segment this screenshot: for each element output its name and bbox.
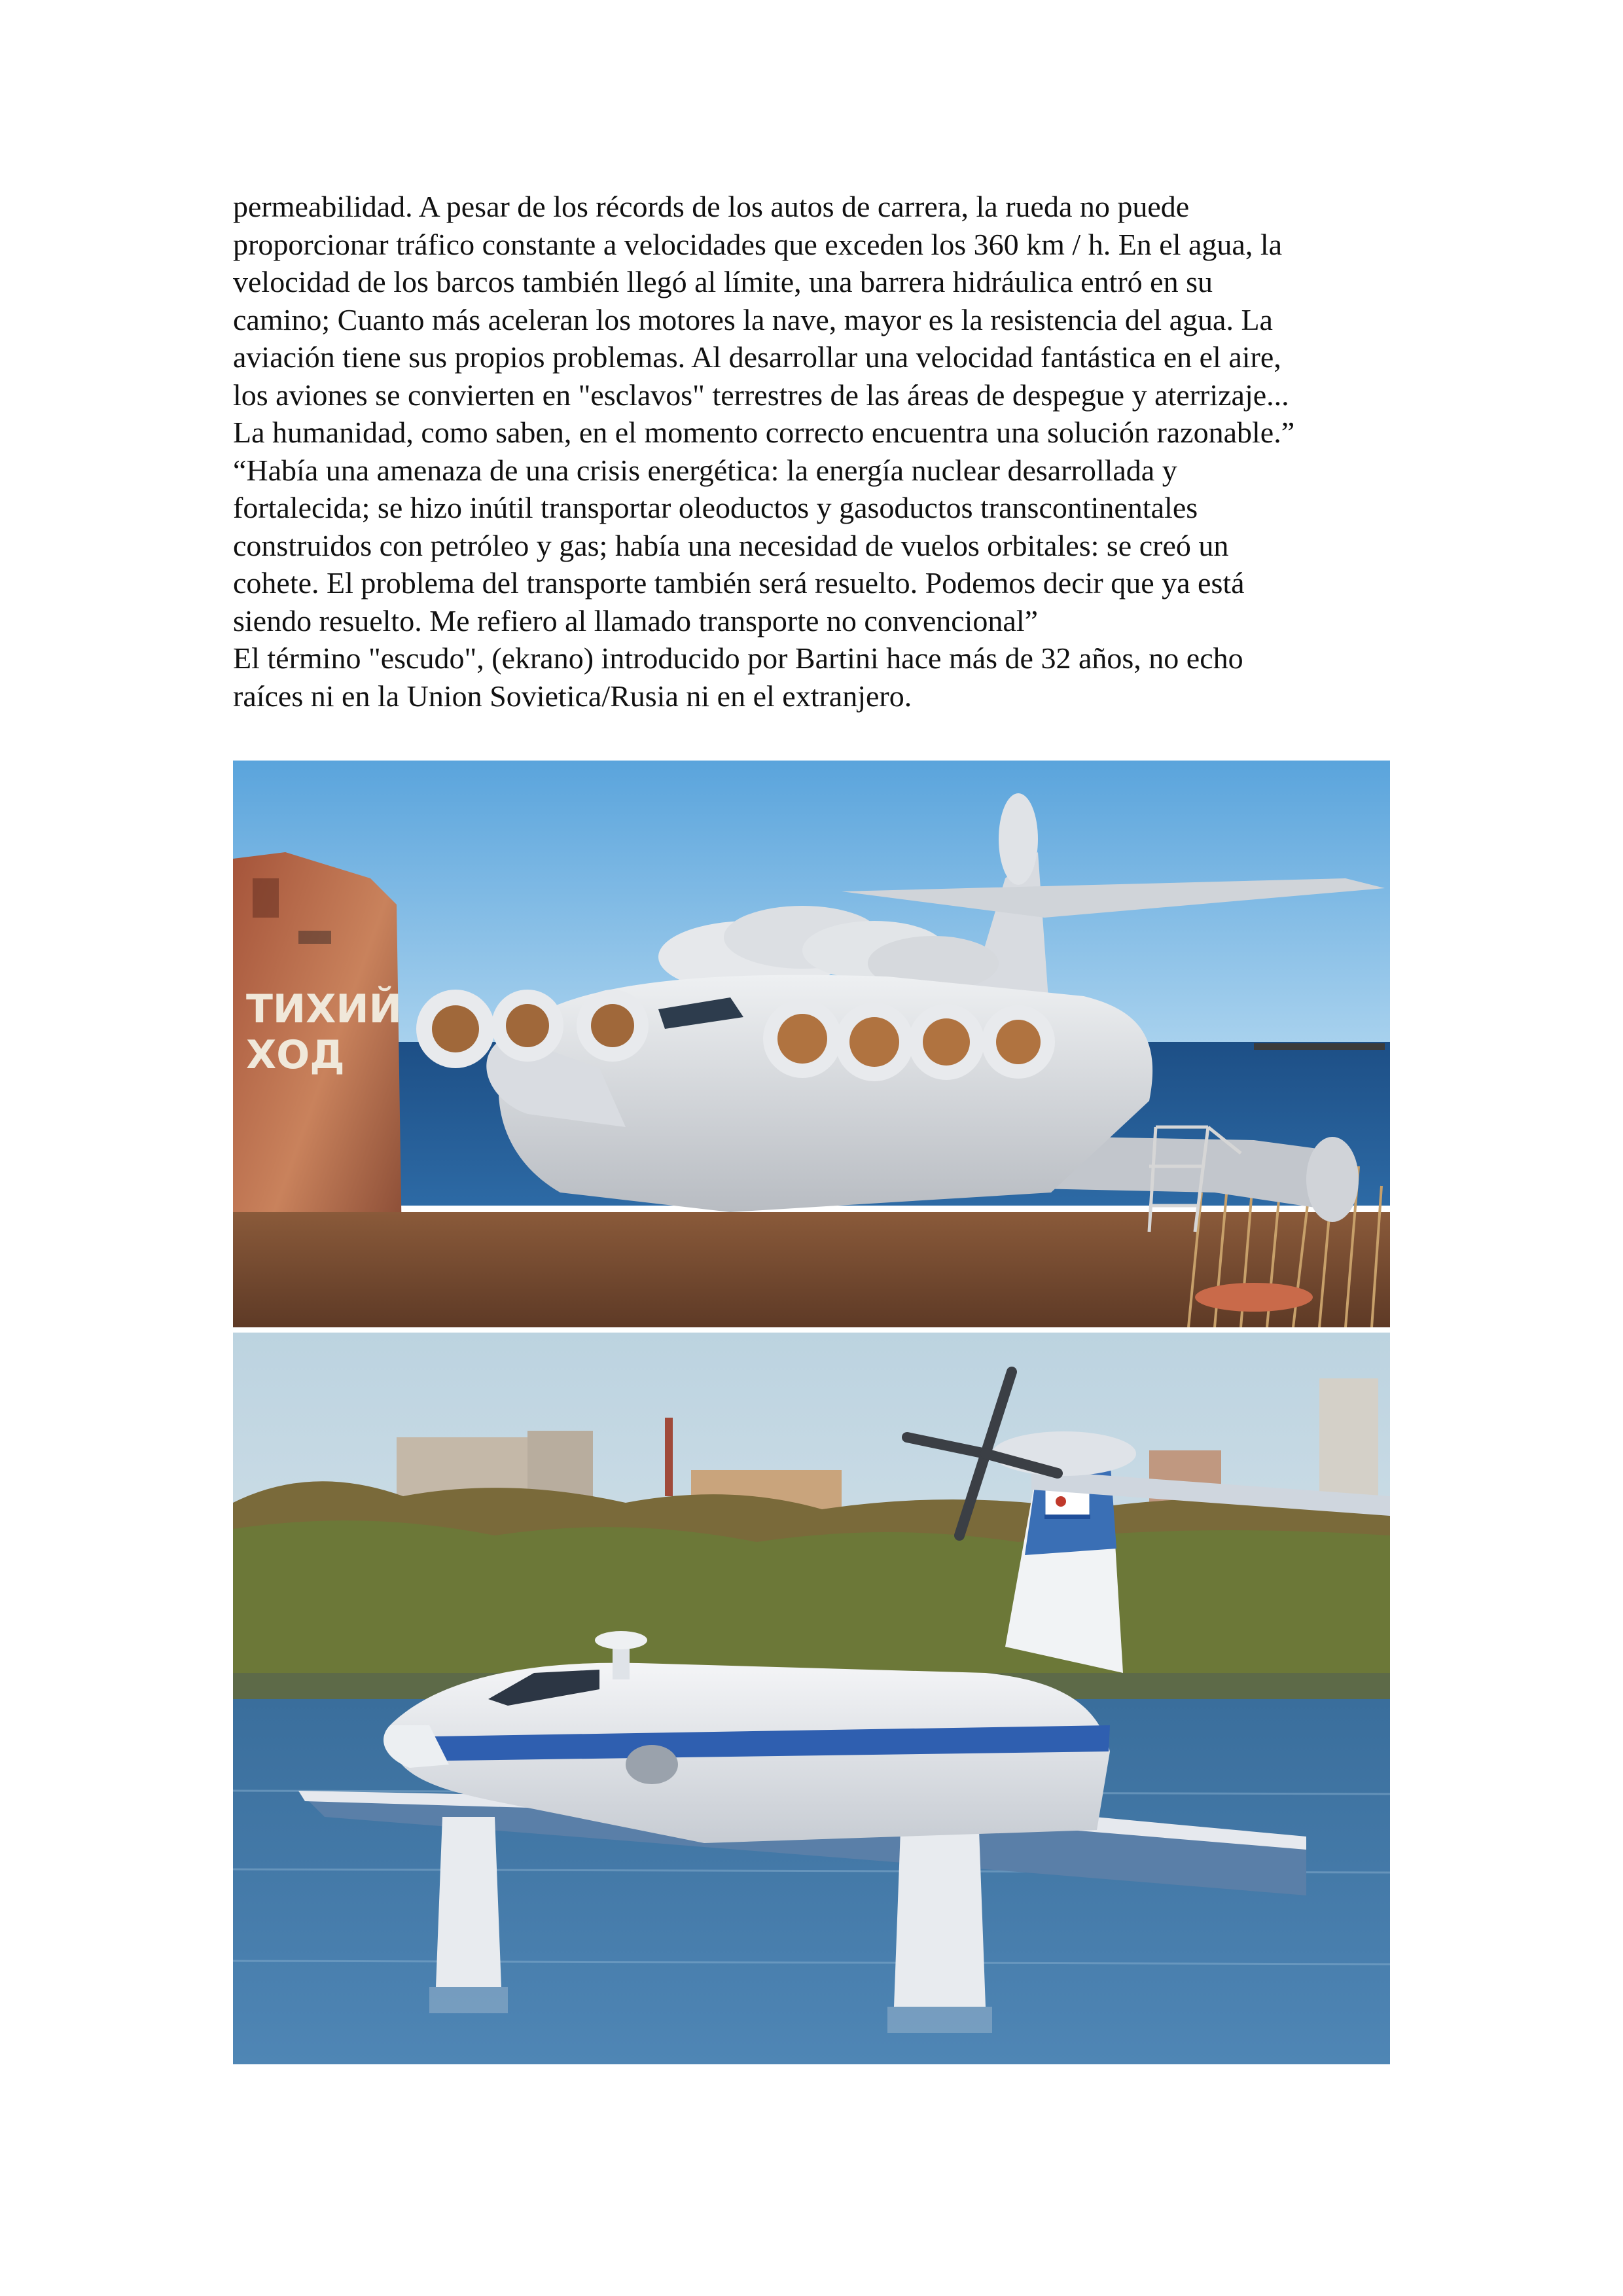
text-line: proporcionar tráfico constante a velocidades que exceden los 360 km / h. En el agua, la <box>233 227 1283 261</box>
text-line: La humanidad, como saben, en el momento correcto encuentra una solución razonable.” <box>233 416 1295 449</box>
propeller-engine <box>992 1431 1136 1476</box>
text-line: fortalecida; se hizo inútil transportar oleoductos y gasoductos transcontinentales <box>233 491 1198 524</box>
text-line: construidos con petróleo y gas; había una necesidad de vuelos orbitales: se creó un <box>233 528 1229 562</box>
text-line: “Había una amenaza de una crisis energética: la energía nuclear desarrollada y <box>233 453 1177 487</box>
text-line: los aviones se convierten en "esclavos" terrestres de las áreas de despegue y aterrizaje... <box>233 378 1289 412</box>
text-line: camino; Cuanto más aceleran los motores la nave, mayor es la resistencia del agua. La <box>233 302 1273 336</box>
wall-lettering: ХОД <box>246 1032 345 1078</box>
float-pontoon <box>436 1817 501 1987</box>
text-line: siendo resuelto. Me refiero al llamado transporte no convencional” <box>233 603 1039 637</box>
radar-dome <box>595 1631 647 1649</box>
text-line: cohete. El problema del transporte también será resuelto. Podemos decir que ya está <box>233 566 1245 600</box>
body-text <box>233 188 1424 715</box>
float-pontoon <box>894 1830 986 2007</box>
text-line: El término "escudo", (ekrano) introducido por Bartini hace más de 32 años, no echo <box>233 641 1243 675</box>
ekranoplan-dock-illustration <box>233 761 1390 1327</box>
small-boat <box>1195 1283 1313 1312</box>
text-line: aviación tiene sus propios problemas. Al desarrollar una velocidad fantástica en el aire, <box>233 340 1281 374</box>
text-line: velocidad de los barcos también llegó al límite, una barrera hidráulica entró en su <box>233 265 1213 298</box>
ekranoplan-water-illustration <box>233 1333 1390 2064</box>
wall-lettering: ТИХИЙ <box>246 986 402 1032</box>
text-line: raíces ni en la Union Sovietica/Rusia ni en el extranjero. <box>233 679 912 713</box>
photo-ekranoplan-dock <box>233 761 1390 1327</box>
photo-ekranoplan-water <box>233 1333 1390 2064</box>
text-line: permeabilidad. A pesar de los récords de los autos de carrera, la rueda no puede <box>233 190 1190 223</box>
